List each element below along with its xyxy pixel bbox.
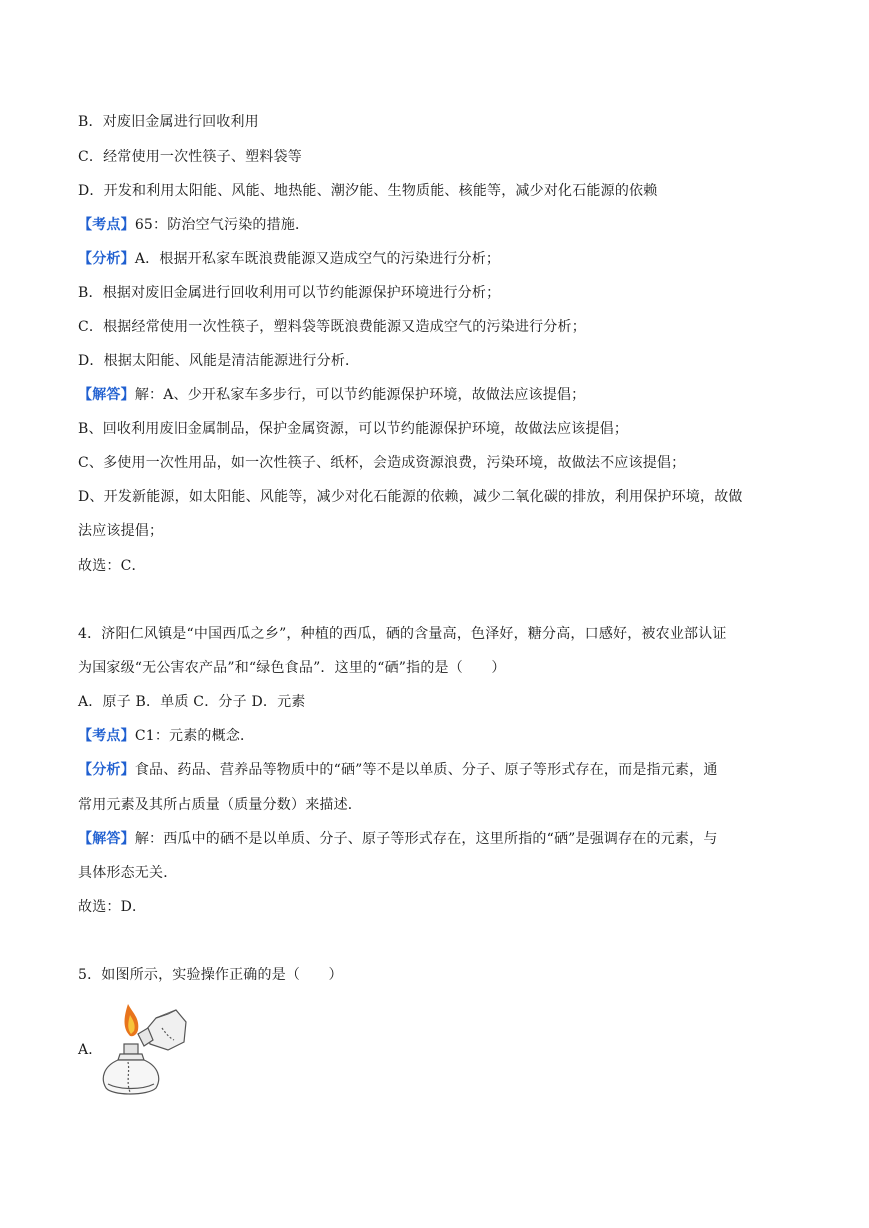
q3-jieda-d2: 法应该提倡； xyxy=(78,523,164,539)
base-lamp xyxy=(103,1044,158,1094)
q3-jieda-d1: D、开发新能源，如太阳能、风能等，减少对化石能源的依赖，减少二氧化碳的排放，利用保护环境，故做 xyxy=(78,489,743,505)
q4-stem-1: 4．济阳仁风镇是“中国西瓜之乡”，种植的西瓜，硒的含量高，色泽好，糖分高，口感好，被农业部认证 xyxy=(78,626,727,642)
jieda-tag: 【解答】 xyxy=(78,387,135,403)
kaodian-text: C1：元素的概念． xyxy=(134,728,255,744)
q3-option-d: D．开发和利用太阳能、风能、地热能、潮汐能、生物质能、核能等，减少对化石能源的依赖 xyxy=(78,183,658,199)
q3-jieda-b: B、回收利用废旧金属制品，保护金属资源，可以节约能源保护环境，故做法应该提倡； xyxy=(78,421,629,437)
q3-answer: 故选：C． xyxy=(78,558,146,574)
kaodian-tag: 【考点】 xyxy=(78,217,135,233)
q4-fenxi-1 xyxy=(78,760,718,780)
q3-fenxi-b: B．根据对废旧金属进行回收利用可以节约能源保护环境进行分析； xyxy=(78,285,501,301)
q3-option-c: C．经常使用一次性筷子、塑料袋等 xyxy=(78,149,302,165)
q4-options: A．原子 B．单质 C．分子 D．元素 xyxy=(78,694,306,710)
q3-fenxi-a xyxy=(78,249,500,269)
jieda-text: 解：A、少开私家车多步行，可以节约能源保护环境，故做法应该提倡； xyxy=(134,387,586,403)
kaodian-tag: 【考点】 xyxy=(78,728,135,744)
q3-fenxi-c: C．根据经常使用一次性筷子，塑料袋等既浪费能源又造成空气的污染进行分析； xyxy=(78,319,586,335)
q4-jieda-1 xyxy=(78,829,718,849)
q4-fenxi-2: 常用元素及其所占质量（质量分数）来描述． xyxy=(78,797,362,813)
jieda-text: 解：西瓜中的硒不是以单质、分子、原子等形式存在，这里所指的“硒”是强调存在的元素，与 xyxy=(134,831,718,847)
q4-jieda-2: 具体形态无关． xyxy=(78,865,178,881)
q3-fenxi-d: D．根据太阳能、风能是清洁能源进行分析． xyxy=(78,353,360,369)
kaodian-text: 65：防治空气污染的措施． xyxy=(134,217,310,233)
q3-jieda-c: C、多使用一次性用品，如一次性筷子、纸杯，会造成资源浪费，污染环境，故做法不应该提倡； xyxy=(78,455,686,471)
q4-stem-2: 为国家级“无公害农产品”和“绿色食品”．这里的“硒”指的是（ ） xyxy=(78,660,506,676)
fenxi-text: 食品、药品、营养品等物质中的“硒”等不是以单质、分子、原子等形式存在，而是指元素，通 xyxy=(134,762,718,778)
jieda-tag: 【解答】 xyxy=(78,831,135,847)
q3-option-b: B．对废旧金属进行回收利用 xyxy=(78,114,259,130)
fenxi-tag: 【分析】 xyxy=(78,762,135,778)
q3-jieda-a xyxy=(78,385,585,405)
q5-option-a-label: A． xyxy=(78,1042,103,1058)
q4-answer: 故选：D． xyxy=(78,899,147,915)
alcohol-lamp-illustration xyxy=(98,1000,192,1100)
q4-kaodian xyxy=(78,726,254,746)
q3-kaodian xyxy=(78,215,309,235)
fenxi-tag: 【分析】 xyxy=(78,251,135,267)
tilted-lamp xyxy=(138,1010,186,1050)
q5-stem: 5．如图所示，实验操作正确的是（ ） xyxy=(78,967,343,983)
flame-icon xyxy=(125,1004,139,1036)
fenxi-text: A．根据开私家车既浪费能源又造成空气的污染进行分析； xyxy=(134,251,501,267)
